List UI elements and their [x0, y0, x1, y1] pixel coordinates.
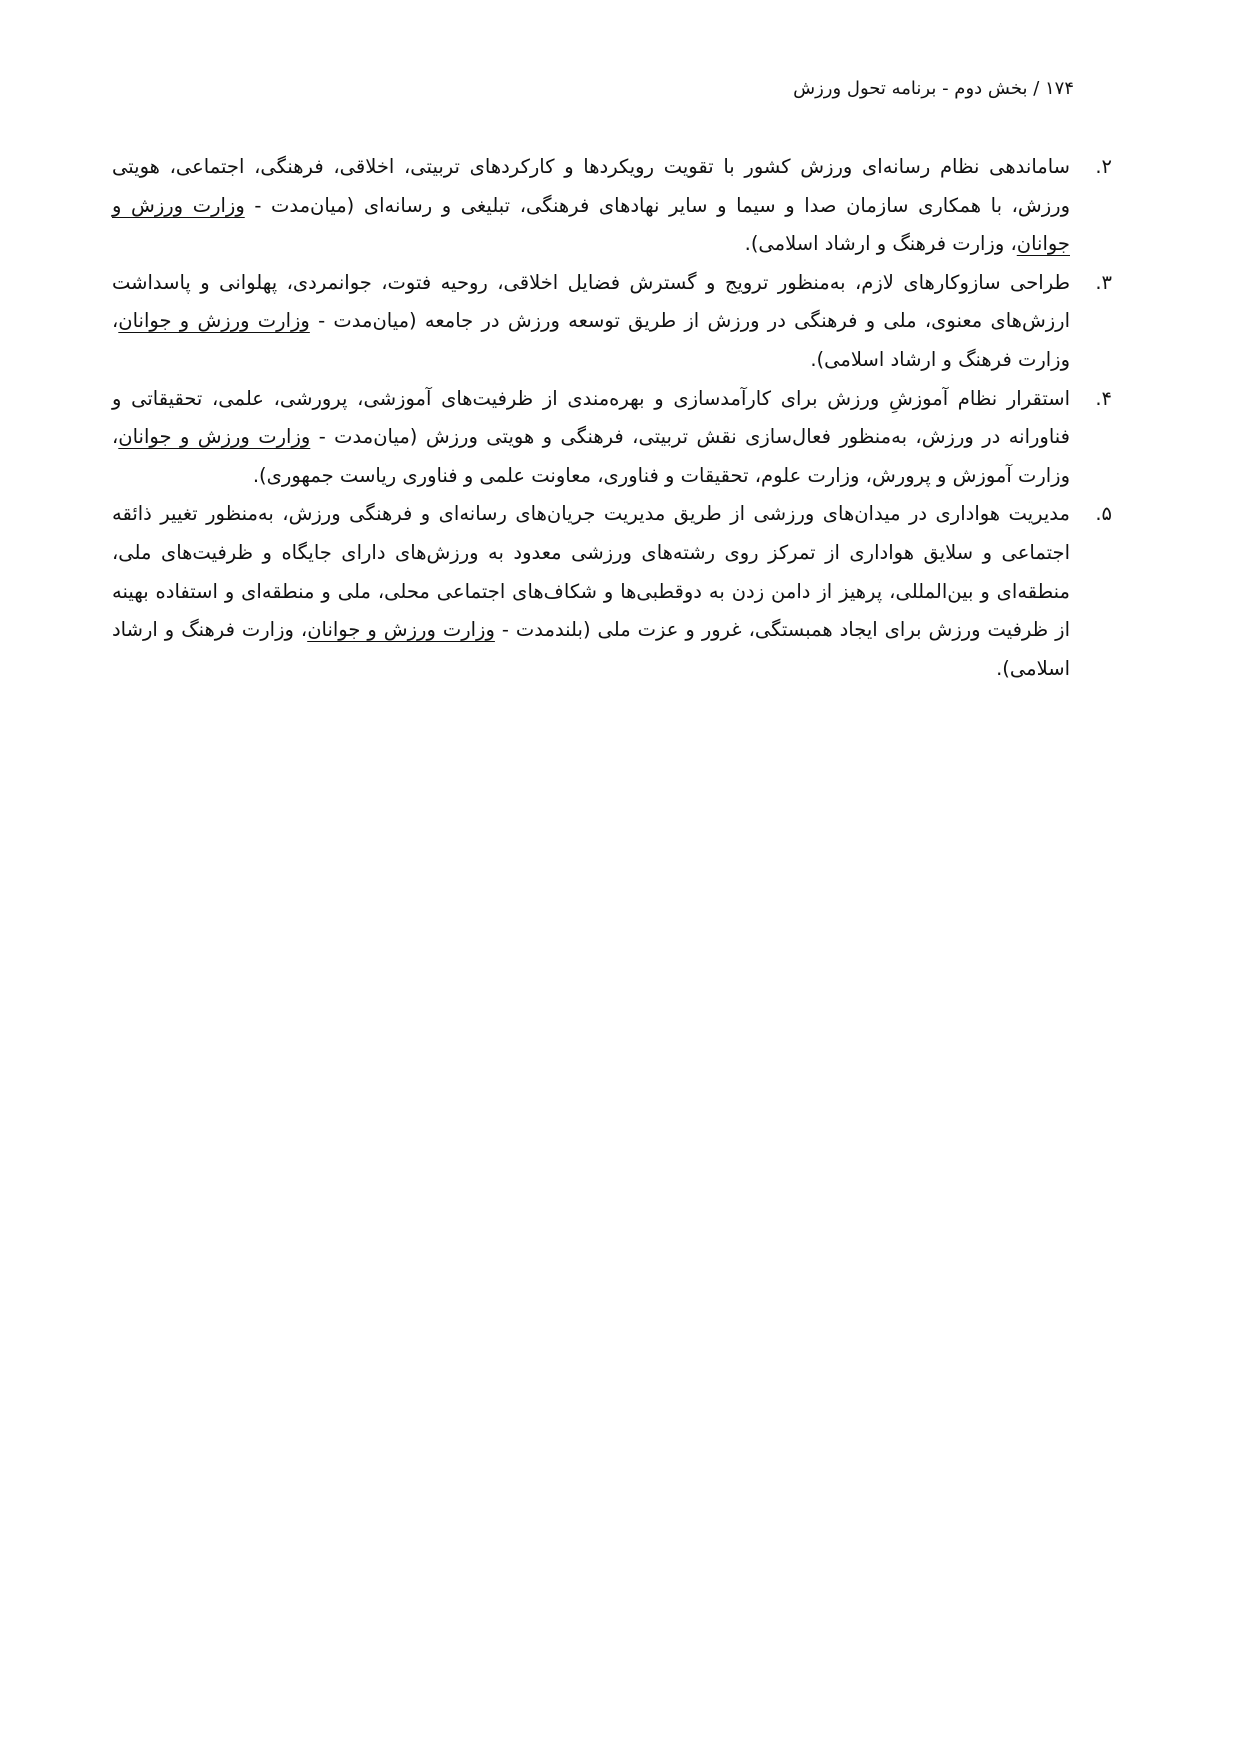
list-item-3 [112, 264, 1112, 380]
item-text: طراحی سازوکارهای لازم، به‌منظور ترویج و گسترش فضایل اخلاقی، روحیه فتوت، جوانمردی، پهلوانی و پاسداشت ارزش‌های معنوی، ملی و فرهنگی در ورزش از طریق توسعه ورزش در جامعه (میان‌مدت - وزارت ورزش و جوانان، وزارت فرهنگ و ارشاد اسلامی). [112, 270, 1071, 371]
list-item-4 [112, 380, 1112, 496]
item-text: ساماندهی نظام رسانه‌ای ورزش کشور با تقویت رویکردها و کارکردهای تربیتی، اخلاقی، فرهنگی، اجتماعی، هویتی ورزش، با همکاری سازمان صدا و سیما و سایر نهادهای فرهنگی، تبلیغی و رسانه‌ای (میان‌مدت - وزارت ورزش و جوانان، وزارت فرهنگ و ارشاد اسلامی). [112, 155, 1070, 256]
action-items-list [112, 148, 1112, 688]
responsible-ministry: وزارت ورزش و جوانان [112, 193, 1070, 256]
item-number: ۳. [1095, 270, 1112, 294]
list-item-5 [112, 495, 1112, 688]
list-item-2 [112, 148, 1112, 264]
page-number: ۱۷۴ [1044, 78, 1074, 99]
item-text: مدیریت هواداری در میدان‌های ورزشی از طریق مدیریت جریان‌های رسانه‌ای و فرهنگی ورزش، به‌منظور تغییر ذائقه اجتماعی و سلایق هواداری از تمرکز روی رشته‌های ورزشی معدود به ورزش‌های دارای جایگاه و ظرفیت‌های ملی، منطقه‌ای و بین‌المللی، پرهیز از دامن زدن به دوقطبی‌ها و شکاف‌های اجتماعی محلی، ملی و منطقه‌ای و استفاده بهینه از ظرفیت ورزش برای ایجاد همبستگی، غرور و عزت ملی (بلندمدت - وزارت ورزش و جوانان، وزارت فرهنگ و ارشاد اسلامی). [112, 502, 1071, 680]
item-text: استقرار نظام آموزشِ ورزش برای کارآمدسازی و بهره‌مندی از ظرفیت‌های آموزشی، پرورشی، علمی، تحقیقاتی و فناورانه در ورزش، به‌منظور فعال‌سازی نقش تربیتی، فرهنگی و هویتی ورزش (میان‌مدت - وزارت ورزش و جوانان، وزارت آموزش و پرورش، وزارت علوم، تحقیقات و فناوری، معاونت علمی و فناوری ریاست جمهوری). [112, 386, 1071, 487]
responsible-ministry: وزارت ورزش و جوانان [307, 618, 495, 642]
responsible-ministry: وزارت ورزش و جوانان [118, 425, 311, 449]
header-separator: / [1027, 78, 1045, 99]
responsible-ministry: وزارت ورزش و جوانان [118, 309, 310, 333]
section-title: بخش دوم - برنامه تحول ورزش [793, 78, 1028, 99]
item-number: ۲. [1095, 155, 1112, 178]
running-header [793, 76, 1074, 102]
item-number: ۵. [1095, 502, 1112, 526]
item-number: ۴. [1095, 386, 1112, 410]
